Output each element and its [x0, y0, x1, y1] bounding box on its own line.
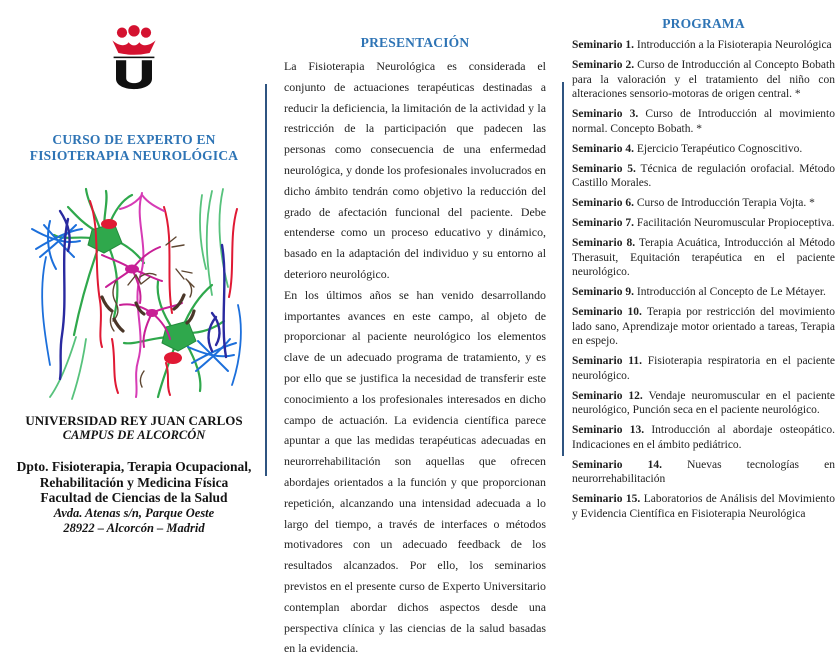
seminar-item	[572, 162, 835, 191]
seminar-text: Curso de Introducción Terapia Vojta. *	[636, 197, 815, 209]
seminar-item	[572, 423, 835, 452]
course-title-line2: FISIOTERAPIA NEUROLÓGICA	[29, 148, 239, 163]
seminar-text: Introducción a la Fisioterapia Neurológica	[636, 39, 832, 51]
seminar-label: Seminario 4.	[572, 142, 634, 155]
address-line2: 28922 – Alcorcón – Madrid	[63, 520, 205, 535]
department-line1: Dpto. Fisioterapia, Terapia Ocupacional,	[16, 459, 252, 474]
course-title-line1: CURSO DE EXPERTO EN	[52, 132, 216, 147]
seminar-text: Terapia Acuática, Introducción al Método Therasuit, Equitación terapéutica en el paciente neurológico.	[572, 237, 835, 278]
campus-name: CAMPUS DE ALCORCÓN	[62, 428, 206, 442]
seminar-item	[572, 58, 835, 102]
seminar-item	[572, 236, 835, 280]
seminar-text: Vendaje neuromuscular en el paciente neurológico, Punción seca en el paciente neurológico.	[572, 389, 835, 416]
address-line1: Avda. Atenas s/n, Parque Oeste	[53, 505, 215, 520]
course-title	[6, 132, 262, 164]
seminar-text: Ejercicio Terapéutico Cognoscitivo.	[636, 142, 803, 155]
seminar-item	[572, 285, 835, 300]
neurons-drawing-icon	[16, 184, 252, 404]
seminar-text: Introducción al Concepto de Le Métayer.	[636, 286, 826, 298]
seminar-label: Seminario 3.	[572, 108, 639, 120]
seminar-item	[572, 458, 835, 487]
seminar-text: Laboratorios de Análisis del Movimiento y Evidencia Científica en Fisioterapia Neurológica	[572, 493, 835, 520]
seminar-label: Seminario 6.	[572, 197, 634, 209]
seminar-item	[572, 38, 835, 53]
seminar-label: Seminario 1.	[572, 39, 634, 51]
programa-column	[572, 16, 835, 527]
seminar-label: Seminario 2.	[572, 59, 635, 71]
university-block	[6, 413, 262, 536]
seminar-label: Seminario 10.	[572, 306, 642, 318]
department-line2: Rehabilitación y Medicina Física	[39, 474, 229, 490]
seminar-item	[572, 492, 835, 521]
urjc-logo	[6, 24, 262, 99]
seminar-label: Seminario 8.	[572, 237, 636, 249]
seminar-label: Seminario 15.	[572, 493, 641, 505]
seminar-item	[572, 196, 835, 211]
left-column	[6, 0, 262, 585]
seminar-item	[572, 216, 835, 231]
seminar-item	[572, 389, 835, 418]
seminar-label: Seminario 12.	[572, 389, 643, 402]
seminar-item	[572, 142, 835, 157]
presentation-paragraph: En los últimos años se han venido desarrollando importantes avances en este campo, al objeto de proporcionar al paciente neurológico los elementos clave de un adecuado programa de tratamiento, y es por ello que se justifica la necesidad de transferir este conocimiento a los profesionales interesados en dicho campo de actuación. La evidencia científica parece apuntar a que las medidas terapéuticas adecuadas en neurorrehabilitación son aquellas que ofrecen abordajes orientados a la función y que proporcionan repetición, alcanzando una intensidad adecuada a lo largo del tiempo, a través de interfaces o métodos motivadores con un adecuado feedback de los resultados alcanzados. Por ello, los seminarios previstos en el presente curso de Experto Universitario contemplan abordar dichos aspectos desde una perspectiva clínica y las ciencias de la salud basadas en la evidencia.	[284, 287, 546, 656]
column-divider-right	[562, 82, 564, 456]
seminar-label: Seminario 11.	[572, 355, 642, 367]
seminar-text: Fisioterapia respiratoria en el paciente neurológico.	[572, 355, 836, 382]
seminar-text: Facilitación Neuromuscular Propioceptiva.	[636, 217, 835, 229]
seminar-text: Técnica de regulación orofacial. Método Castillo Morales.	[572, 162, 835, 189]
seminar-label: Seminario 9.	[572, 286, 634, 298]
seminar-label: Seminario 14.	[572, 458, 662, 471]
seminar-text: Terapia por restricción del movimiento lado sano, Aprendizaje motor orientado a tareas, Terapia en espejo.	[572, 306, 835, 347]
presentation-column	[284, 35, 546, 659]
seminar-text: Curso de Introducción al movimiento normal. Concepto Bobath. *	[572, 108, 835, 135]
seminar-item	[572, 305, 835, 349]
seminar-label: Seminario 7.	[572, 217, 634, 229]
seminar-text: Curso de Introducción al Concepto Bobath para la valoración y el tratamiento del niño con alteraciones sensorio-motoras de origen central. *	[572, 59, 835, 100]
neurons-illustration-image	[16, 184, 252, 404]
seminar-item	[572, 354, 835, 383]
presentation-heading: PRESENTACIÓN	[360, 35, 470, 50]
seminar-text: Introducción al abordaje osteopático. Indicaciones en el ámbito pediátrico.	[572, 424, 835, 451]
department-line3: Facultad de Ciencias de la Salud	[40, 490, 228, 505]
urjc-crowned-u-icon	[104, 24, 164, 94]
seminar-label: Seminario 5.	[572, 162, 636, 175]
programa-heading: PROGRAMA	[662, 16, 745, 31]
university-name: UNIVERSIDAD REY JUAN CARLOS	[25, 413, 243, 428]
presentation-paragraph: La Fisioterapia Neurológica es considerada el conjunto de actuaciones terapéuticas destinadas a reducir la deficiencia, la limitación de la actividad y la restricción de la participación que padecen las personas como consecuencia de una enfermedad neurológica, y donde los profesionales involucrados en dicho ámbito tendrán como objetivo la reducción del grado de afectación funcional del paciente. Debe entenderse como un proceso educativo y dinámico, basado en la adaptación del individuo y su entorno al deterioro neurológico.	[284, 59, 546, 281]
seminar-label: Seminario 13.	[572, 424, 645, 436]
seminar-text: Nuevas tecnologías en neurorrehabilitación	[572, 458, 835, 485]
column-divider-left	[265, 84, 267, 476]
seminar-item	[572, 107, 835, 136]
